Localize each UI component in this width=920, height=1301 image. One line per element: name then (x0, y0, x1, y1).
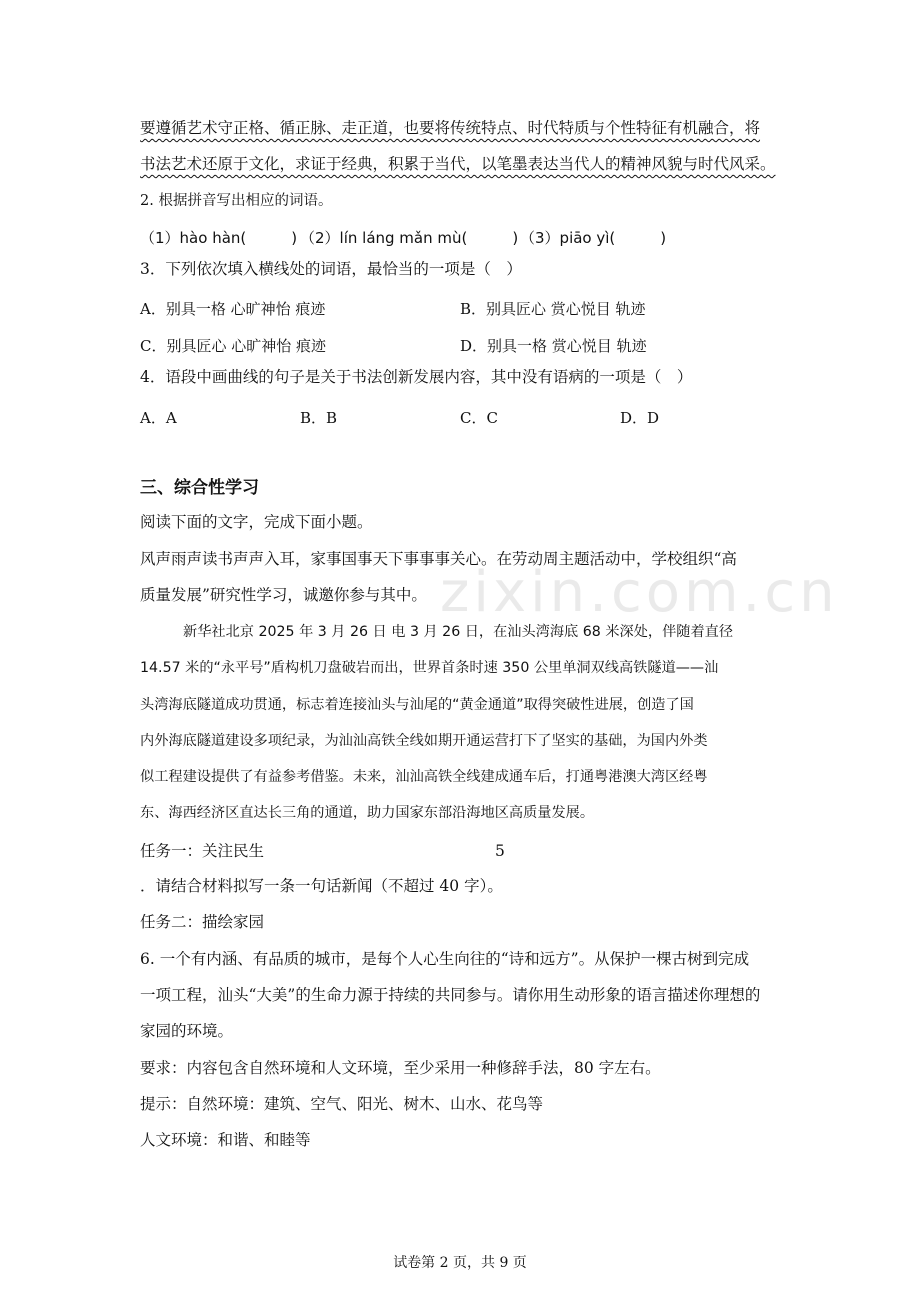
news-line-4: 内外海底隧道建设多项纪录，为汕汕高铁全线如期开通运营打下了坚实的基础，为国内外类 (140, 733, 708, 749)
news-line-2: 14.57 米的“永平号”盾构机刀盘破岩而出，世界首条时速 350 公里单洞双线高铁隧道——汕 (140, 660, 719, 676)
q4-option-b: B．B (300, 409, 338, 427)
news-line-1: 新华社北京 2025 年 3 月 26 日 电 3 月 26 日，在汕头湾海底 68 米深处，伴随着直径 (183, 624, 734, 640)
q6-line-2: 一项工程，汕头“大美”的生命力源于持续的共同参与。请你用生动形象的语言描述你理想的 (140, 986, 761, 1004)
q2-item-2: （2）lín láng mǎn mù( ) (300, 229, 519, 247)
q5-number: 5 (495, 842, 505, 860)
task-1-label: 任务一：关注民生 (140, 842, 265, 860)
lead-line-1: 风声雨声读书声声入耳，家事国事天下事事事关心。在劳动周主题活动中，学校组织“高 (140, 550, 737, 568)
q6-line-1: 6. 一个有内涵、有品质的城市，是每个人心生向往的“诗和远方”。从保护一棵古树到完成 (140, 950, 750, 968)
q4-option-a: A．A (140, 409, 177, 427)
q4-option-c: C．C (460, 409, 498, 427)
task-2-label: 任务二：描绘家园 (140, 913, 265, 931)
paragraph-line-2: 书法艺术还原于文化，求证于经典，积累于当代，以笔墨表达当代人的精神风貌与时代风采。 (140, 155, 776, 173)
requirement-text: 要求：内容包含自然环境和人文环境，至少采用一种修辞手法，80 字左右。 (140, 1059, 661, 1077)
q3-option-d: D．别具一格 赏心悦目 轨迹 (460, 337, 647, 355)
q3-option-a: A．别具一格 心旷神怡 痕迹 (140, 300, 326, 318)
news-line-3: 头湾海底隧道成功贯通，标志着连接汕头与汕尾的“黄金通道”取得突破性进展，创造了国 (140, 697, 694, 713)
news-line-5: 似工程建设提供了有益参考借鉴。未来，汕汕高铁全线建成通车后，打通粤港澳大湾区经粤 (140, 769, 708, 785)
page-footer: 试卷第 2 页，共 9 页 (393, 1255, 527, 1271)
q3-option-b: B．别具匠心 赏心悦目 轨迹 (460, 300, 646, 318)
q3-title: 3．下列依次填入横线处的词语，最恰当的一项是（ ） (140, 260, 522, 278)
q3-option-c: C．别具匠心 心旷神怡 痕迹 (140, 337, 327, 355)
section-intro: 阅读下面的文字，完成下面小题。 (140, 513, 373, 531)
section-title: 三、综合性学习 (140, 478, 259, 498)
news-line-6: 东、海西经济区直达长三角的通道，助力国家东部沿海地区高质量发展。 (140, 805, 595, 821)
paragraph-line-1: 要遵循艺术守正格、循正脉、走正道，也要将传统特点、时代特质与个性特征有机融合，将 (140, 119, 761, 137)
q2-title: 2. 根据拼音写出相应的词语。 (140, 193, 333, 209)
q2-item-1: （1）hào hàn( ) (140, 229, 298, 247)
q4-title: 4．语段中画曲线的句子是关于书法创新发展内容，其中没有语病的一项是（ ） (140, 368, 693, 386)
lead-line-2: 质量发展”研究性学习，诚邀你参与其中。 (140, 586, 427, 604)
hint-text-2: 人文环境：和谐、和睦等 (140, 1131, 311, 1149)
hint-text: 提示：自然环境：建筑、空气、阳光、树木、山水、花鸟等 (140, 1095, 544, 1113)
watermark: zixin.com.cn (440, 560, 839, 625)
q5-text: ．请结合材料拟写一条一句话新闻（不超过 40 字）。 (140, 877, 503, 895)
q2-item-3: （3）piāo yì( ) (520, 229, 667, 247)
q6-line-3: 家园的环境。 (140, 1022, 234, 1040)
q4-option-d: D．D (620, 409, 660, 427)
